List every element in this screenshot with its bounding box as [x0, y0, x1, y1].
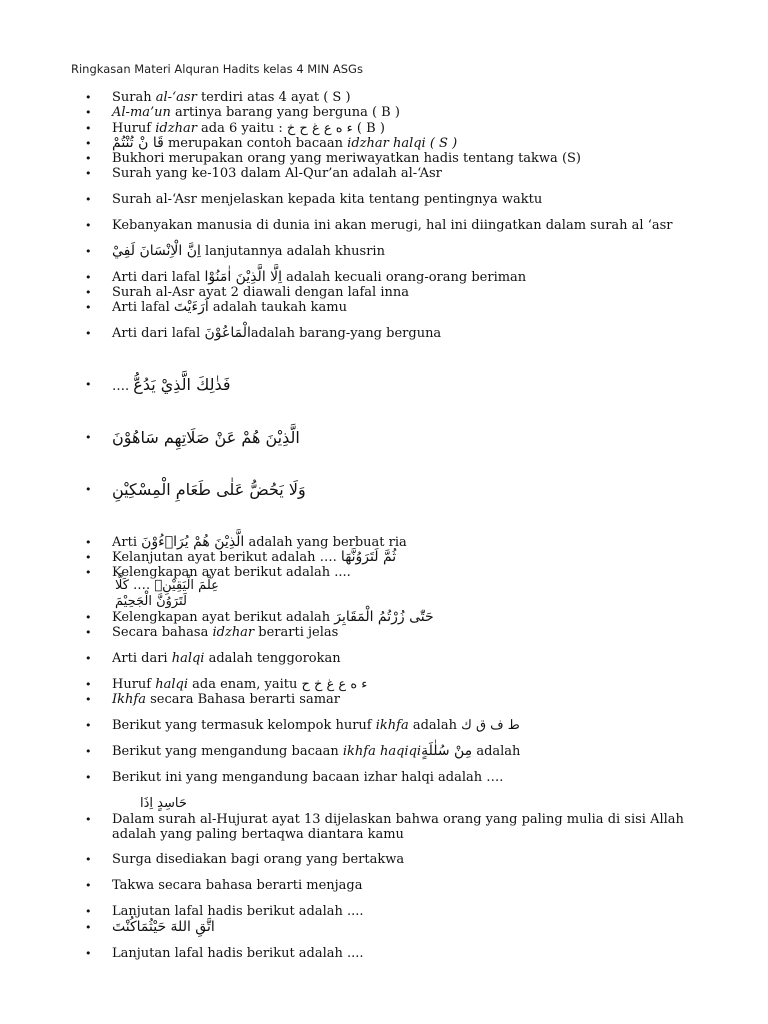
text-segment: secara Bahasa berarti samar — [145, 692, 340, 707]
text-segment: Arti — [112, 535, 142, 550]
list-item-text — [112, 121, 702, 136]
arabic-text: وَلَا يَحُضُّ عَلٰى طَعَامِ الْمِسْكِيْنِ — [112, 480, 306, 499]
text-segment: Berikut yang termasuk kelompok huruf — [112, 718, 376, 733]
bullet-icon: • — [85, 626, 92, 639]
italic-term: idzhar halqi ( S ) — [347, 136, 458, 151]
bullet-icon: • — [85, 921, 92, 934]
text-segment: Arti dari — [112, 651, 172, 666]
text-segment: Huruf — [112, 677, 156, 692]
text-segment: …. — [112, 379, 134, 394]
list-item-text — [112, 105, 702, 120]
italic-term: ikhfa haqiqi — [342, 744, 422, 759]
text-segment: Kelanjutan ayat berikut adalah …. — [112, 550, 341, 565]
text-segment: Secara bahasa — [112, 625, 213, 640]
document-title: Ringkasan Materi Alquran Hadits kelas 4 MIN ASGs — [71, 62, 363, 76]
list-item-text — [112, 218, 702, 233]
list-item-text — [112, 300, 702, 315]
bullet-icon: • — [85, 947, 92, 960]
bullet-icon: • — [85, 431, 92, 444]
bullet-icon: • — [85, 566, 92, 579]
list-item-text — [112, 692, 702, 707]
bullet-icon: • — [85, 678, 92, 691]
arabic-text: ثُمَّ لَتَرَوُنَّهَا — [340, 549, 397, 565]
text-segment: Surah al-‘Asr menjelaskan kepada kita tentang pentingnya waktu — [112, 192, 543, 207]
list-item-text — [112, 326, 702, 341]
bullet-icon: • — [85, 551, 92, 564]
bullet-icon: • — [85, 483, 92, 496]
bullet-icon: • — [85, 137, 92, 150]
list-item-text — [112, 904, 702, 919]
list-item-text — [112, 285, 702, 300]
bullet-icon: • — [85, 536, 92, 549]
list-item-text — [112, 90, 702, 105]
text-segment: Dalam surah al-Hujurat ayat 13 dijelaskan bahwa orang yang paling mulia di sisi Allah adalah yang paling bertaqwa diantara kamu — [112, 812, 684, 842]
arabic-text: حَتّٰى زُرْتُمُ الْمَقَابِرَ — [334, 609, 434, 625]
bullet-icon: • — [85, 879, 92, 892]
text-segment: Kebanyakan manusia di dunia ini akan merugi, hal ini diingatkan dalam surah al ‘asr — [112, 218, 673, 233]
bullet-icon: • — [85, 152, 92, 165]
text-segment: Berikut ini yang mengandung bacaan izhar halqi adalah …. — [112, 770, 504, 785]
arabic-text: اَرَءَيْتَ — [173, 299, 209, 315]
bullet-icon: • — [85, 693, 92, 706]
text-segment: Arti dari lafal — [112, 270, 205, 285]
text-segment: Arti dari lafal — [112, 326, 205, 341]
bullet-icon: • — [85, 327, 92, 340]
bullet-icon: • — [85, 301, 92, 314]
list-item-text — [112, 430, 702, 447]
bullet-icon: • — [85, 286, 92, 299]
list-item-text — [112, 166, 702, 181]
bullet-icon: • — [85, 905, 92, 918]
bullet-icon: • — [85, 378, 92, 391]
list-item-text — [112, 151, 702, 166]
text-segment: Surah yang ke-103 dalam Al-Qur’an adalah al-‘Asr — [112, 166, 442, 181]
list-item-text — [112, 377, 702, 394]
arabic-text: فَذٰلِكَ الَّذِيْ يَدُعُّ — [133, 375, 231, 394]
arabic-line-kelengkapan-1: عِلْمَ الْيَقِيْنِۗ …. كَلَّا — [115, 578, 219, 593]
text-segment: lanjutannya adalah khusrin — [200, 244, 385, 259]
arabic-text: قَا نْ تُنْتُمْ — [112, 135, 164, 151]
italic-term: idzhar — [155, 121, 197, 136]
bullet-icon: • — [85, 745, 92, 758]
text-segment: Lanjutan lafal hadis berikut adalah .... — [112, 946, 364, 961]
text-segment: adalah barang-yang berguna — [250, 326, 442, 341]
text-segment: Kelengkapan ayat berikut adalah .... — [112, 565, 351, 580]
arabic-text: الَّذِيْنَ هُمْ يُرَاۤءُوْنَ — [141, 534, 245, 550]
list-item-text — [112, 651, 702, 666]
list-item-text — [112, 878, 702, 893]
bullet-icon: • — [85, 167, 92, 180]
list-item-text — [112, 192, 702, 207]
text-segment: ada 6 yaitu : ء ه ع غ ح خ ( B ) — [196, 121, 385, 136]
list-item-text — [112, 136, 702, 151]
text-segment: Surga disediakan bagi orang yang bertakwa — [112, 852, 405, 867]
arabic-line-kelengkapan-2: لَتَرَوُنَّ الْجَحِيْمَ — [115, 594, 187, 609]
italic-term: halqi — [171, 651, 205, 666]
list-item-text — [112, 718, 702, 733]
italic-term: al-‘asr — [155, 90, 197, 105]
text-segment: adalah ط ف ق ك — [408, 718, 520, 733]
list-item-text — [112, 625, 702, 640]
arabic-text: اِنَّ الْاِنْسَانَ لَفِيْ — [112, 243, 201, 259]
italic-term: Ikhfa — [112, 692, 146, 707]
list-item-text — [112, 744, 702, 759]
text-segment: Kelengkapan ayat berikut adalah — [112, 610, 335, 625]
text-segment: adalah — [472, 744, 521, 759]
text-segment: adalah kecuali orang-orang beriman — [282, 270, 527, 285]
text-segment: adalah taukah kamu — [208, 300, 347, 315]
arabic-text: الْمَاعُوْنَ — [204, 325, 251, 341]
list-item-text — [112, 677, 702, 692]
arabic-line-izhar-example: حَاسِدٍ اِذَا — [140, 796, 187, 811]
list-item-text — [112, 610, 702, 625]
arabic-text: الَّذِيْنَ هُمْ عَنْ صَلَاتِهِم سَاهُوْنَ — [112, 428, 300, 447]
list-item-text — [112, 535, 702, 550]
text-segment: adalah yang berbuat ria — [244, 535, 407, 550]
text-segment: Bukhori merupakan orang yang meriwayatkan hadis tentang takwa (S) — [112, 151, 581, 166]
bullet-icon: • — [85, 853, 92, 866]
bullet-icon: • — [85, 193, 92, 206]
italic-term: halqi — [155, 677, 189, 692]
arabic-text: مِنْ سُلٰلَةٍ — [421, 743, 473, 759]
arabic-text: اِلَّا الَّذِيْنَ اٰمَنُوْا — [204, 269, 283, 285]
list-item-text — [112, 270, 702, 285]
text-segment: Surah — [112, 90, 156, 105]
list-item-text — [112, 244, 702, 259]
text-segment: berarti jelas — [254, 625, 339, 640]
bullet-icon: • — [85, 813, 92, 826]
text-segment: artinya barang yang berguna ( B ) — [170, 105, 400, 120]
text-segment: ada enam, yaitu ء ه ع غ خ ح — [188, 677, 368, 692]
text-segment: merupakan contoh bacaan — [163, 136, 348, 151]
text-segment: Berikut yang mengandung bacaan — [112, 744, 343, 759]
list-item-text — [112, 770, 702, 785]
italic-term: Al-ma’un — [112, 105, 171, 120]
text-segment: Lanjutan lafal hadis berikut adalah .... — [112, 904, 364, 919]
bullet-icon: • — [85, 719, 92, 732]
bullet-icon: • — [85, 271, 92, 284]
text-segment: Huruf — [112, 121, 156, 136]
text-segment: terdiri atas 4 ayat ( S ) — [196, 90, 351, 105]
bullet-icon: • — [85, 611, 92, 624]
text-segment: Takwa secara bahasa berarti menjaga — [112, 878, 363, 893]
text-segment: Arti lafal — [112, 300, 174, 315]
bullet-icon: • — [85, 91, 92, 104]
bullet-icon: • — [85, 771, 92, 784]
text-segment: adalah tenggorokan — [204, 651, 341, 666]
list-item-text — [112, 550, 702, 565]
bullet-icon: • — [85, 245, 92, 258]
bullet-icon: • — [85, 652, 92, 665]
bullet-icon: • — [85, 219, 92, 232]
list-item-text — [112, 946, 702, 961]
list-item-text — [112, 852, 702, 867]
bullet-icon: • — [85, 122, 92, 135]
italic-term: ikhfa — [375, 718, 409, 733]
list-item-text — [112, 812, 702, 842]
arabic-text: اتَّقِ اللهَ حَيْثُمَاكُنْتَ — [112, 919, 215, 935]
italic-term: idzhar — [212, 625, 255, 640]
text-segment: Surah al-Asr ayat 2 diawali dengan lafal inna — [112, 285, 409, 300]
bullet-icon: • — [85, 106, 92, 119]
list-item-text — [112, 920, 702, 935]
list-item-text — [112, 482, 702, 499]
